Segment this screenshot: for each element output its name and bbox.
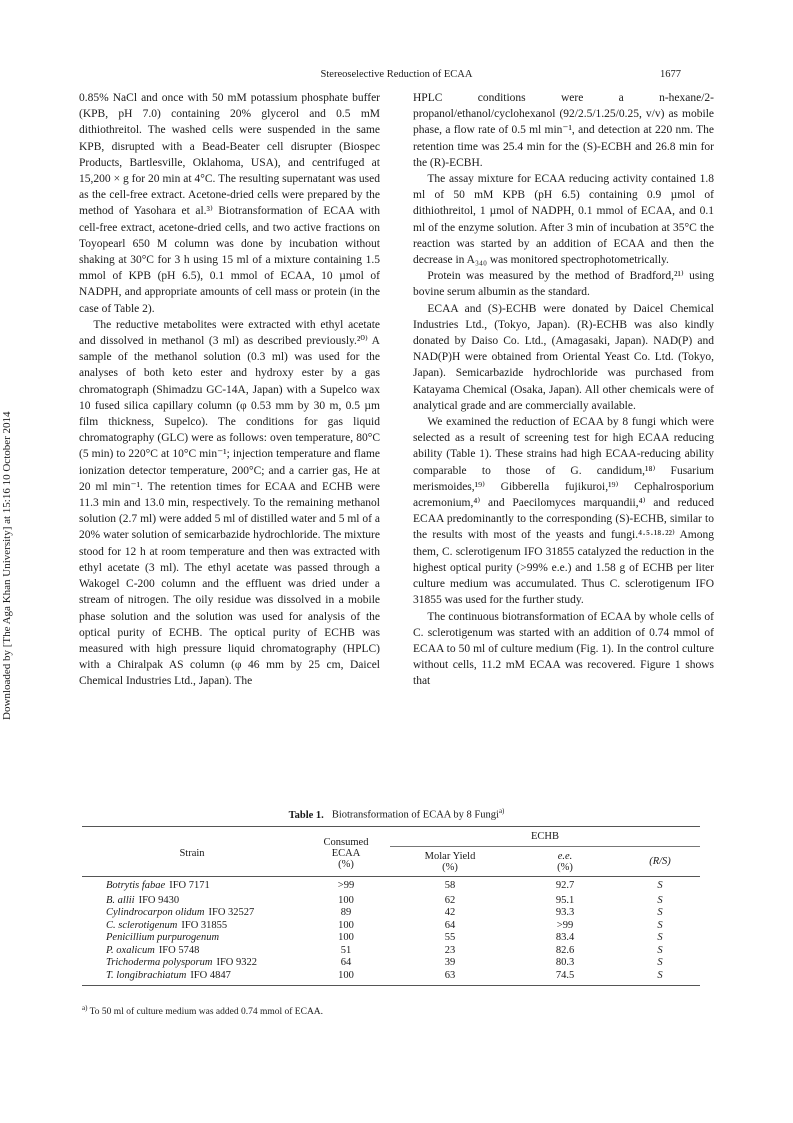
cell-molar-yield: 58 xyxy=(444,879,456,891)
header-molar-unit: (%) xyxy=(442,862,458,873)
cell-ee: 95.1 xyxy=(555,894,575,906)
download-watermark: Downloaded by [The Aga Khan University] at 15:16 10 October 2014 xyxy=(1,411,13,720)
header-molar-label: Molar Yield xyxy=(424,851,476,862)
cell-consumed: 100 xyxy=(338,969,354,981)
paragraph: Protein was measured by the method of Bradford,²¹⁾ using bovine serum albumin as the standard. xyxy=(413,270,714,299)
cell-consumed: 64 xyxy=(340,957,352,969)
strain-name: P. oxalicum xyxy=(106,944,155,956)
strain-name: B. allii xyxy=(106,894,135,906)
paragraph: 0.85% NaCl and once with 50 mM potassium phosphate buffer (KPB, pH 7.0) containing 20% glycerol and 0.5 mM dithiothreitol. The washed cells were suspended in the same KPB, disrupted with a Bead-Beater cell disrupter (Biospec Products, Bartlesville, Oklahoma, USA), and centrifuged at 15,200 × g for 20 min at 4°C. The resulting supernatant was used as the cell-free extract. Acetone-dried cells were prepared by the method of Yasohara et al.³⁾ Biotransformation of ECAA with cell-free extract, acetone-dried cells, and two active fractions on Toyopearl 650 M column was done by incubation without shaking at 30°C for 3 h using 15 ml of a mixture containing 1.5 mmol of KPB (pH 6.5), 0.1 mmol of ECAA, 10 µmol of NADPH, and appropriate amounts of cell mass or protein (in the case of Table 2). xyxy=(79,92,380,315)
header-ee-unit: (%) xyxy=(557,862,573,873)
paragraph: We examined the reduction of ECAA by 8 fungi which were selected as a result of screening test for high ECAA reducing ability (Table 1). These strains had high ECAA-reducing ability comparable to those of G. candidum,¹⁸⁾ Fusarium merismoides,¹⁹⁾ Gibberella fujikuroi,¹⁹⁾ Cephalrosporium acremonium,⁴⁾ and Paecilomyces marquandii,⁴⁾ and reduced ECAA predominantly to the corresponding (S)-ECHB, similar to the results with most of the yeasts and fungi.⁴·⁵·¹⁸·²²⁾ Among them, C. sclerotigenum IFO 31855 catalyzed the reduction in the highest optical purity (>99% e.e.) and 1.58 g of ECHB per liter culture medium was accumulated. Thus C. sclerotigenum IFO 31855 was used for the further study. xyxy=(413,416,714,607)
table-row xyxy=(82,957,700,970)
cell-ee: 74.5 xyxy=(555,969,575,981)
cell-strain xyxy=(82,970,302,986)
strain-name: Trichoderma polysporum xyxy=(106,957,213,969)
cell-consumed: 51 xyxy=(340,944,352,956)
cell-ee: 82.6 xyxy=(555,944,575,956)
cell-ee: 92.7 xyxy=(555,879,575,891)
header-consumed-line2: ECAA xyxy=(331,848,361,859)
cell-consumed: >99 xyxy=(337,879,355,891)
cell-molar-yield: 64 xyxy=(444,919,456,931)
strain-name: T. longibrachiatum xyxy=(106,969,187,981)
left-column xyxy=(79,90,380,690)
header-ee-label: e.e. xyxy=(557,851,573,862)
cell-molar-yield: 39 xyxy=(444,957,456,969)
strain-name: Penicillium purpurogenum xyxy=(106,932,220,944)
cell-rs: S xyxy=(657,879,663,891)
header-molar-yield xyxy=(390,847,510,877)
cell-molar-yield: 55 xyxy=(444,932,456,944)
cell-molar-yield: 23 xyxy=(444,944,456,956)
strain-name: Botrytis fabae xyxy=(106,879,166,891)
table-row xyxy=(82,932,700,945)
footnote-text: To 50 ml of culture medium was added 0.74 mmol of ECAA. xyxy=(89,1007,324,1018)
header-consumed-line1: Consumed xyxy=(323,837,369,848)
table-caption xyxy=(0,807,793,821)
cell-strain xyxy=(82,932,302,945)
paragraph: The assay mixture for ECAA reducing activity contained 1.8 ml of 50 mM KPB (pH 6.5) containing 0.9 µmol of dithiothreitol, 1 µmol of NADPH, 0.1 mmol of ECAA, and 0.1 ml of the enzyme solution. After 3 min of incubation at 35°C the reaction was started by an addition of ECAA and then the decrease in A₃₄₀ was monitored spectrophotometrically. xyxy=(413,173,714,267)
paragraph: HPLC conditions were a n-hexane/2-propanol/ethanol/cyclohexanol (92/2.5/1.25/0.25, v/v) as mobile phase, a flow rate of 0.5 ml min⁻¹, and detection at 220 nm. The retention time was 25.4 min for the (S)-ECBH and 26.8 min for the (R)-ECBH. xyxy=(413,92,714,169)
cell-rs: S xyxy=(657,932,663,944)
header-echb: ECHB xyxy=(390,827,700,847)
cell-rs: S xyxy=(657,969,663,981)
cell-molar-yield: 62 xyxy=(444,894,456,906)
table-row xyxy=(82,907,700,920)
cell-consumed: 100 xyxy=(338,894,354,906)
strain-name: C. sclerotigenum xyxy=(106,919,178,931)
cell-strain xyxy=(82,945,302,958)
strain-code: IFO 4847 xyxy=(190,969,231,981)
paragraph: ECAA and (S)-ECHB were donated by Daicel Chemical Industries Ltd., (Tokyo, Japan). (R)-ECHB was also kindly donated by Daiso Co. Ltd., (Amagasaki, Japan). NAD(P) and NAD(P)H were obtained from Oriental Yeast Co. Ltd. (Tokyo, Japan). Semicarbazide hydrochloride was purchased from Katayama Chemical (Osaka, Japan). All other chemicals were of analytical grade and are commercially available. xyxy=(413,302,714,412)
table-label: Table 1. xyxy=(288,809,324,821)
header-ee xyxy=(510,847,620,877)
header-consumed xyxy=(302,827,390,877)
cell-rs: S xyxy=(657,944,663,956)
strain-code: IFO 31855 xyxy=(181,919,228,931)
cell-rs: S xyxy=(657,957,663,969)
cell-rs: S xyxy=(657,894,663,906)
cell-consumed: 89 xyxy=(340,907,352,919)
table-row xyxy=(82,895,700,908)
caption-footnote-mark: a) xyxy=(498,807,505,815)
table-row xyxy=(82,920,700,933)
cell-strain xyxy=(82,920,302,933)
paragraph: The continuous biotransformation of ECAA by whole cells of C. sclerotigenum was started with an addition of 0.74 mmol of ECAA to 50 ml of culture medium (Fig. 1). In the control culture without cells, 11.2 mM ECAA was recovered. Figure 1 shows that xyxy=(413,610,714,688)
cell-strain xyxy=(82,907,302,920)
cell-molar-yield: 42 xyxy=(444,907,456,919)
header-consumed-line3: (%) xyxy=(338,859,354,870)
results-table xyxy=(82,826,700,986)
cell-ee: 93.3 xyxy=(555,907,575,919)
table-row xyxy=(82,877,700,895)
table-row xyxy=(82,970,700,986)
paragraph: The reductive metabolites were extracted with ethyl acetate and dissolved in methanol (3 ml) as described previously.²⁰⁾ A sample of the methanol solution (0.3 ml) was used for the analyses of both keto ester and hydroxy ester by a gas chromatograph (Shimadzu GC-14A, Japan) with a Supelco wax 10 fused silica capillary column (φ 0.53 mm by 30 m, 0.5 µm film thickness, Supelco). The conditions for gas liquid chromatography (GLC) were as follows: oven temperature, 80°C (5 min) to 220°C at 10°C min⁻¹; injection temperature and flame ionization detector temperature, 200°C; and a carrier gas, He at 20 ml min⁻¹. The retention times for ECAA and ECHB were 11.3 min and 13.0 min, respectively. To the remaining methanol solution (2.7 ml) were added 5 ml of distilled water and 5 ml of a 20% water solution of semicarbazide hydrochloride. The mixture stood for 12 h at room temperature and then was extracted with ethyl acetate (3 ml). The ethyl acetate was passed through a Wakogel C-200 column and the effluent was dried under a stream of nitrogen. The oily residue was dissolved in a mobile phase solution and the solution was used for analysis of the optical purity of ECHB. The optical purity of ECHB was measured with high pressure liquid chromatography (HPLC) with a Chiralpak AS column (φ 46 mm by 25 cm, Daicel Chemical Industries Ltd., Japan). The xyxy=(79,318,380,688)
strain-code: IFO 5748 xyxy=(158,944,200,956)
right-column xyxy=(413,90,714,690)
table-row xyxy=(82,945,700,958)
cell-ee: 83.4 xyxy=(555,932,575,944)
header-strain: Strain xyxy=(179,847,205,859)
strain-code: IFO 7171 xyxy=(169,879,210,891)
footnote-mark: a) xyxy=(82,1004,88,1012)
cell-ee: 80.3 xyxy=(555,957,575,969)
table-caption-text: Biotransformation of ECAA by 8 Fungi xyxy=(331,809,499,821)
cell-strain xyxy=(82,877,302,895)
cell-ee: >99 xyxy=(556,919,574,931)
cell-consumed: 100 xyxy=(338,932,354,944)
cell-strain xyxy=(82,957,302,970)
header-rs: (R/S) xyxy=(649,855,671,867)
cell-molar-yield: 63 xyxy=(444,969,456,981)
cell-consumed: 100 xyxy=(338,919,354,931)
cell-strain xyxy=(82,895,302,908)
cell-rs: S xyxy=(657,919,663,931)
table-footnote xyxy=(82,1004,323,1017)
strain-code: IFO 32527 xyxy=(208,907,255,919)
table-body xyxy=(82,877,700,986)
page-number: 1677 xyxy=(660,69,681,80)
cell-rs: S xyxy=(657,907,663,919)
strain-name: Cylindrocarpon olidum xyxy=(106,907,205,919)
running-title: Stereoselective Reduction of ECAA xyxy=(320,69,473,80)
strain-code: IFO 9322 xyxy=(216,957,258,969)
strain-code: IFO 9430 xyxy=(138,894,180,906)
